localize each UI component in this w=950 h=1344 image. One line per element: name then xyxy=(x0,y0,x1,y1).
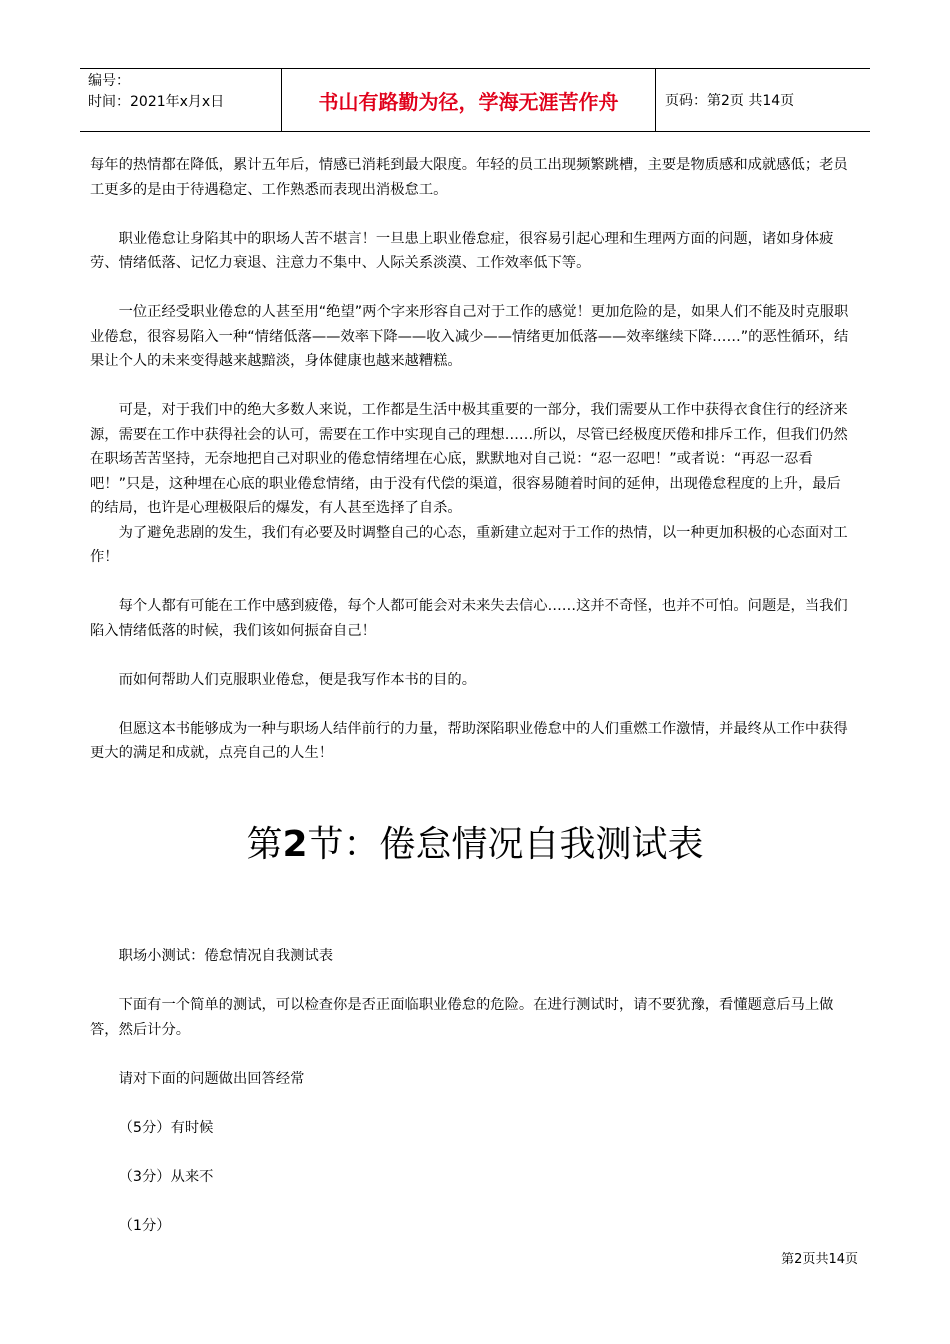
document-number-label: 编号： xyxy=(88,73,130,89)
paragraph: 而如何帮助人们克服职业倦怠，便是我写作本书的目的。 xyxy=(118,671,477,688)
section-title: 节：倦怠情况自我测试表 xyxy=(307,824,704,865)
header-page-number: 页码：第2页 共14页 xyxy=(665,93,795,109)
quiz-subtitle: 职场小测试：倦怠情况自我测试表 xyxy=(118,948,334,964)
quiz-section xyxy=(90,944,854,1263)
header-meta xyxy=(80,69,282,131)
header-motto: 书山有路勤为径，学海无涯苦作舟 xyxy=(282,69,656,131)
footer-page-number: 第2页共14页 xyxy=(781,1252,858,1267)
paragraph: 可是，对于我们中的绝大多数人来说，工作都是生活中极其重要的一部分，我们需要从工作中获得衣食住行的经济来源，需要在工作中获得社会的认可，需要在工作中实现自己的理想……所以，尽管已经极度厌倦和排斥工作，但我们仍然在职场苦苦坚持，无奈地把自己对职业的倦怠情绪埋在心底，默默地对自己说：“忍一忍吧！”或者说：“再忍一忍看吧！”只是，这种埋在心底的职业倦怠情绪，由于没有代偿的渠道，很容易随着时间的延伸，出现倦怠程度的上升，最后的结局，也许是心理极限后的爆发，有人甚至选择了自杀。 xyxy=(90,402,848,516)
body-text xyxy=(90,153,854,790)
quiz-intro: 下面有一个简单的测试，可以检查你是否正面临职业倦怠的危险。在进行测试时，请不要犹豫，看懂题意后马上做答，然后计分。 xyxy=(90,997,834,1038)
quiz-option: （5分）有时候 xyxy=(118,1119,214,1136)
paragraph: 职业倦怠让身陷其中的职场人苦不堪言！一旦患上职业倦怠症，很容易引起心理和生理两方面的问题，诸如身体疲劳、情绪低落、记忆力衰退、注意力不集中、人际关系淡漠、工作效率低下等。 xyxy=(90,230,834,271)
paragraph: 为了避免悲剧的发生，我们有必要及时调整自己的心态，重新建立起对于工作的热情，以一种更加积极的心态面对工作！ xyxy=(90,524,848,565)
paragraph: 但愿这本书能够成为一种与职场人结伴前行的力量，帮助深陷职业倦怠中的人们重燃工作激情，并最终从工作中获得更大的满足和成就，点亮自己的人生！ xyxy=(90,720,848,761)
document-time-label: 时间：2021年x月x日 xyxy=(88,94,225,110)
section-prefix: 第 xyxy=(246,824,283,865)
paragraph: 每个人都有可能在工作中感到疲倦，每个人都可能会对未来失去信心……这并不奇怪，也并不可怕。问题是，当我们陷入情绪低落的时候，我们该如何振奋自己！ xyxy=(90,598,848,639)
section-number: 2 xyxy=(282,824,308,865)
paragraph: 每年的热情都在降低，累计五年后，情感已消耗到最大限度。年轻的员工出现频繁跳槽，主要是物质感和成就感低；老员工更多的是由于待遇稳定、工作熟悉而表现出消极怠工。 xyxy=(90,157,848,198)
paragraph: 一位正经受职业倦怠的人甚至用“绝望”两个字来形容自己对于工作的感觉！更加危险的是，如果人们不能及时克服职业倦怠，很容易陷入一种“情绪低落——效率下降——收入减少——情绪更加低落——效率继续下降……”的恶性循环，结果让个人的未来变得越来越黯淡，身体健康也越来越糟糕。 xyxy=(90,304,849,369)
quiz-instruction: 请对下面的问题做出回答经常 xyxy=(118,1070,305,1087)
page-header xyxy=(80,68,870,132)
quiz-option: （3分）从来不 xyxy=(118,1168,214,1185)
section-heading xyxy=(0,818,950,872)
quiz-option: （1分） xyxy=(118,1217,171,1234)
